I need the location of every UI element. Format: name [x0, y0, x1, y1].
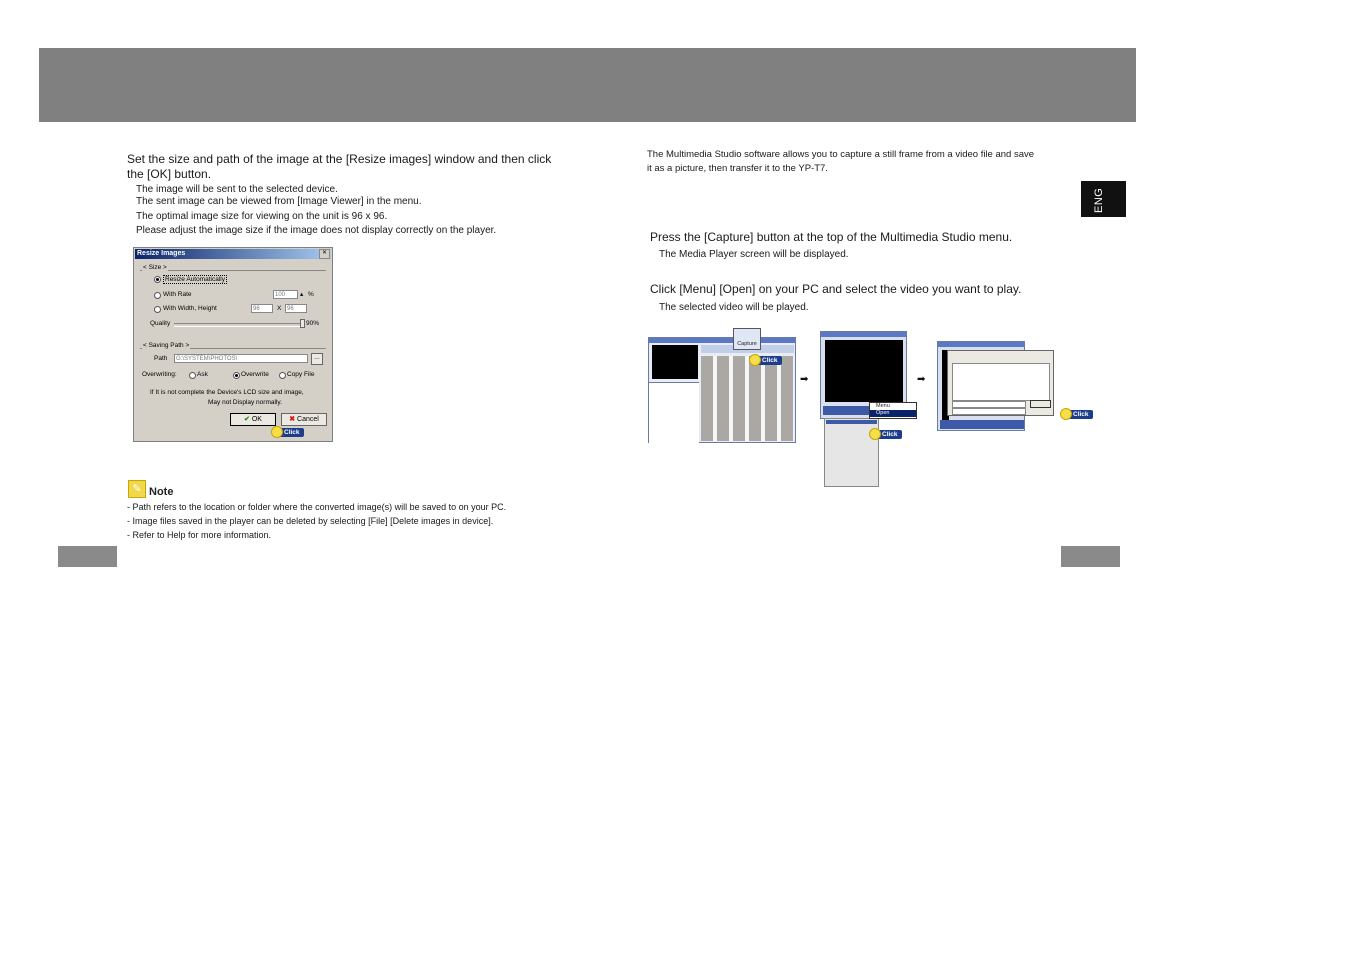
capture-button[interactable]: Capture — [733, 328, 761, 350]
arrow-right-icon: ➡ — [917, 374, 926, 385]
with-rate-label: With Rate — [163, 291, 192, 298]
overwriting-label: Overwriting: — [142, 371, 177, 378]
radio-with-rate[interactable] — [154, 292, 161, 299]
cancel-button[interactable] — [281, 413, 327, 426]
spin-icon[interactable]: ▴ — [300, 291, 304, 298]
menu-item-menu[interactable]: Menu — [876, 403, 890, 409]
warning-line1: If It is not complete the Device's LCD size and image, — [150, 389, 304, 396]
height-input[interactable]: 96 — [285, 304, 307, 313]
file-open-dialog — [947, 350, 1054, 416]
left-bullet: The sent image can be viewed from [Image Viewer] in the menu. — [136, 196, 422, 207]
size-group-label: < Size > — [143, 264, 167, 271]
note-item: - Image files saved in the player can be deleted by selecting [File] [Delete images in device]. — [127, 516, 494, 526]
left-bullet: Please adjust the image size if the image does not display correctly on the player. — [136, 225, 497, 236]
left-bullet: The optimal image size for viewing on the unit is 96 x 96. — [136, 211, 388, 222]
left-bullet: The image will be sent to the selected device. — [136, 184, 338, 195]
open-titlebar — [938, 342, 1024, 347]
close-icon[interactable]: ✕ — [319, 249, 330, 259]
intro-line: it as a picture, then transfer it to the YP-T7. — [647, 163, 828, 174]
menu-item-open[interactable]: Open — [870, 410, 916, 417]
path-input[interactable]: G:\SYSTEM\PHOTOS\ — [174, 354, 308, 363]
quality-slider[interactable] — [174, 323, 302, 327]
language-tab — [1081, 181, 1126, 217]
filetype-field[interactable] — [952, 408, 1026, 415]
step1-sub: The Media Player screen will be displayed. — [659, 249, 849, 260]
ok-button-label: OK — [251, 416, 262, 423]
note-title: Note — [149, 486, 174, 498]
menu-popup — [869, 402, 917, 419]
studio-thumbnail-grid — [701, 356, 794, 441]
browse-folder-icon[interactable]: … — [311, 353, 323, 365]
rate-input[interactable]: 100 — [273, 290, 298, 299]
language-tab-label: ENG — [1093, 187, 1105, 213]
menu-highlight — [826, 420, 877, 424]
step2-sub: The selected video will be played. — [659, 302, 809, 313]
radio-overwrite[interactable] — [233, 372, 240, 379]
player-video-area — [825, 340, 903, 402]
path-label: Path — [154, 355, 168, 362]
open-button[interactable] — [1030, 400, 1051, 408]
click-badge: Click — [274, 428, 304, 437]
radio-copy-file[interactable] — [279, 372, 286, 379]
radio-width-height[interactable] — [154, 306, 161, 313]
page-number-right — [1061, 546, 1120, 567]
intro-line: The Multimedia Studio software allows you to capture a still frame from a video file and save — [647, 149, 1035, 160]
studio-preview — [652, 345, 698, 379]
resize-images-dialog — [133, 247, 333, 442]
dialog-title: Resize Images — [135, 249, 331, 259]
studio-screenshot — [648, 337, 796, 443]
studio-folder-pane — [649, 382, 699, 443]
width-input[interactable]: 96 — [251, 304, 273, 313]
filename-field[interactable] — [952, 401, 1026, 408]
overwrite-label: Overwrite — [241, 371, 269, 378]
page-number-left — [58, 546, 117, 567]
ask-label: Ask — [197, 371, 208, 378]
check-icon: ✔ — [244, 416, 250, 423]
quality-label: Quality — [150, 320, 171, 327]
click-badge: Click — [752, 356, 782, 365]
ok-button[interactable] — [230, 413, 276, 426]
player-titlebar — [821, 332, 906, 337]
path-group-label: < Saving Path > — [143, 342, 190, 349]
quality-slider-handle[interactable] — [300, 319, 305, 328]
size-group-divider — [140, 270, 326, 271]
rate-unit: % — [308, 291, 314, 298]
cancel-button-label: Cancel — [297, 416, 319, 423]
note-item: - Path refers to the location or folder where the converted image(s) will be saved to on your PC. — [127, 502, 507, 512]
radio-resize-auto[interactable] — [154, 276, 161, 283]
open-controls — [940, 420, 1024, 429]
note-pencil-icon: ✎ — [128, 480, 146, 498]
file-list[interactable] — [952, 363, 1050, 401]
resize-auto-label: Resize Automatically — [165, 276, 225, 283]
cross-icon: ✖ — [289, 416, 296, 423]
warning-line2: May not Display normally. — [208, 399, 282, 406]
arrow-right-icon: ➡ — [800, 374, 809, 385]
radio-ask[interactable] — [189, 372, 196, 379]
note-item: - Refer to Help for more information. — [127, 530, 272, 540]
size-separator: X — [277, 305, 282, 312]
quality-value: 90% — [306, 320, 320, 327]
click-badge: Click — [1063, 410, 1093, 419]
click-badge: Click — [872, 430, 902, 439]
width-height-label: With Width, Height — [163, 305, 217, 312]
left-step-title: Set the size and path of the image at the [Resize images] window and then click the [OK] button. — [127, 152, 552, 181]
step2-title: Click [Menu] [Open] on your PC and select the video you want to play. — [650, 282, 1022, 296]
header-band — [39, 48, 1136, 122]
studio-titlebar — [649, 338, 795, 343]
step1-title: Press the [Capture] button at the top of the Multimedia Studio menu. — [650, 230, 1013, 244]
copy-file-label: Copy File — [287, 371, 315, 378]
